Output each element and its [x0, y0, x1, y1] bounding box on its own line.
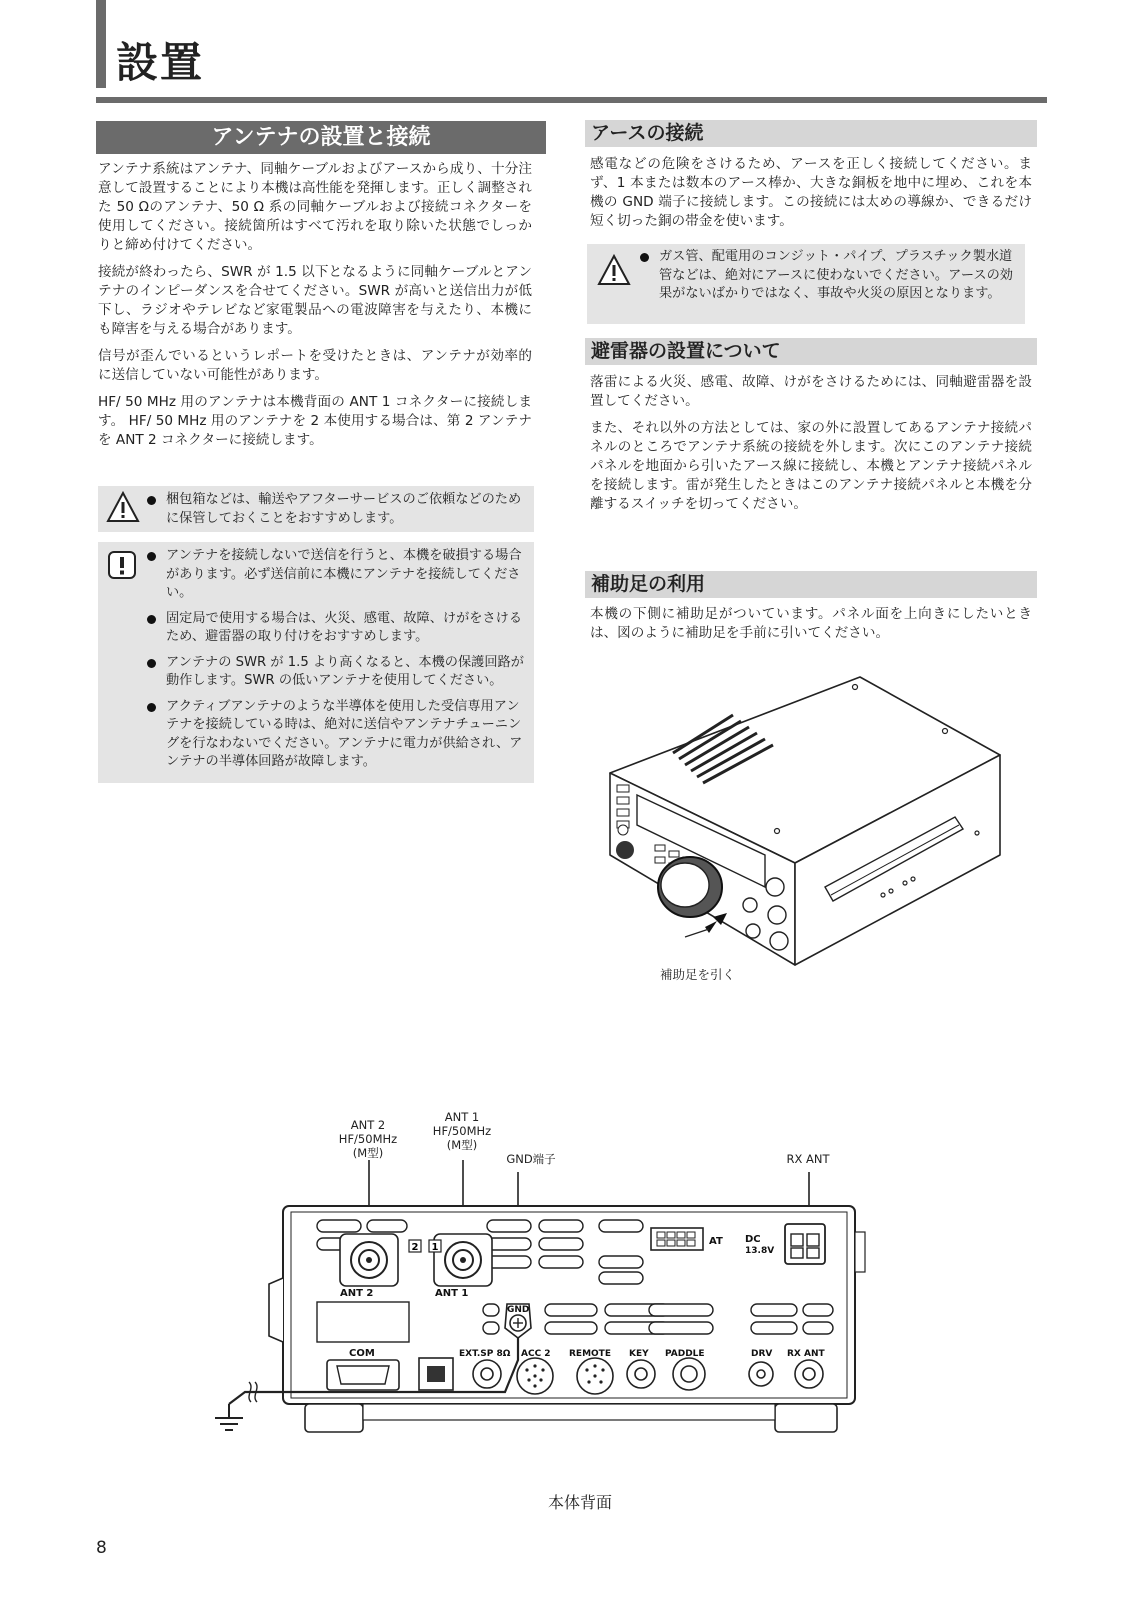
num2-label: 2 — [411, 1242, 419, 1253]
antenna-paragraph: HF/ 50 MHz 用のアンテナは本機背面の ANT 1 コネクターに接続します。 HF/ 50 MHz 用のアンテナを 2 本使用する場合は、第 2 アンテナを ANT 2 コネクターに接続します。 — [98, 394, 532, 448]
callout-line: ANT 1 — [444, 1110, 480, 1124]
support-heading: 補助足の利用 — [585, 571, 1037, 598]
title-rule — [96, 97, 1047, 103]
ground-warning-note — [587, 244, 1025, 324]
warning-triangle-icon — [597, 254, 631, 286]
page-title: 設置 — [116, 38, 205, 87]
antenna-warning-note — [98, 486, 534, 532]
paddle-label: PADDLE — [665, 1349, 705, 1359]
note-item: アンテナの SWR が 1.5 より高くなると、本機の保護回路が動作します。SWR の低いアンテナを使用してください。 — [144, 654, 528, 691]
drv-label: DRV — [751, 1349, 773, 1359]
callout-ant2 — [332, 1118, 404, 1160]
rear-panel-diagram — [205, 1160, 880, 1445]
page-number: 8 — [96, 1538, 107, 1558]
note-item: アクティブアンテナのような半導体を使用した受信専用アンテナを接続している時は、絶対に送信やアンテナチューニングを行なわないでください。アンテナに電力が供給され、アンテナの半導体回路が故障します。 — [144, 698, 528, 772]
remote-label: REMOTE — [569, 1349, 611, 1359]
dc-volt-label: 13.8V — [745, 1246, 775, 1256]
caution-exclamation-icon — [107, 550, 137, 580]
antenna-body — [98, 160, 532, 458]
antenna-heading: アンテナの設置と接続 — [96, 121, 546, 154]
rear-panel-caption: 本体背面 — [547, 1493, 612, 1512]
note-item: 固定局で使用する場合は、火災、感電、故障、けがをさけるため、避雷器の取り付けをおすすめします。 — [144, 610, 528, 647]
lightning-heading: 避雷器の設置について — [585, 338, 1037, 365]
antenna-caution-note — [98, 542, 534, 783]
callout-line: HF/50MHz — [432, 1124, 492, 1138]
callout-line: ANT 2 — [350, 1118, 386, 1132]
support-paragraph: 本機の下側に補助足がついています。パネル面を上向きにしたいときは、図のように補助足を手前に引いてください。 — [590, 606, 1032, 641]
acc2-label: ACC 2 — [521, 1349, 551, 1359]
support-body — [590, 605, 1032, 651]
dc-label: DC — [745, 1234, 761, 1245]
extsp-label: EXT.SP 8Ω — [459, 1349, 511, 1359]
ant2-connector — [340, 1234, 398, 1286]
callout-ant1 — [426, 1110, 498, 1152]
key-label: KEY — [629, 1349, 649, 1359]
lightning-paragraph: 落雷による火災、感電、故障、けがをさけるためには、同軸避雷器を設置してください。 — [590, 374, 1032, 409]
callout-line: (M型) — [446, 1138, 478, 1152]
title-accent-bar — [96, 0, 106, 88]
ground-paragraph: 感電などの危険をさけるため、アースを正しく接続してください。まず、1 本または数本のアース棒か、大きな銅板を地中に埋め、これを本機の GND 端子に接続します。この接続には太めの導線か、できるだけ短く切った銅の帯金を使います。 — [590, 156, 1032, 229]
warning-triangle-icon — [106, 491, 140, 523]
note-item: ガス管、配電用のコンジット・パイプ、プラスチック製水道管などは、絶対にアースに使わないでください。アースの効果がないばかりではなく、事故や火災の原因となります。 — [637, 248, 1021, 304]
callout-gnd: GND端子 — [506, 1152, 556, 1166]
ground-body — [590, 155, 1032, 239]
callout-line: (M型) — [352, 1146, 384, 1160]
callout-line: HF/50MHz — [338, 1132, 398, 1146]
rxant-panel-label: RX ANT — [787, 1349, 825, 1359]
ant1-panel-label: ANT 1 — [435, 1288, 469, 1299]
antenna-paragraph: アンテナ系統はアンテナ、同軸ケーブルおよびアースから成り、十分注意して設置することにより本機は高性能を発揮します。正しく調整された 50 Ωのアンテナ、50 Ω 系の同軸ケーブルおよび接続コネクターを使用してください。接続箇所はすべて汚れを取り除いた状態でしっかりと締め付けてください。 — [98, 161, 532, 253]
ant1-connector — [431, 1234, 492, 1286]
gnd-panel-label: GND — [507, 1305, 530, 1315]
at-label: AT — [709, 1236, 723, 1247]
lightning-body — [590, 373, 1032, 522]
callout-rx-ant: RX ANT — [786, 1152, 830, 1166]
transceiver-illustration — [605, 665, 1010, 975]
num1-label: 1 — [431, 1242, 439, 1253]
lightning-paragraph: また、それ以外の方法としては、家の外に設置してあるアンテナ接続パネルのところでアンテナ系統の接続を外します。次にこのアンテナ接続パネルを地面から引いたアース線に接続し、本機とアンテナ接続パネルを接続します。雷が発生したときはこのアンテナ接続パネルと本機を分離するスイッチを切ってください。 — [590, 420, 1032, 512]
note-item: 梱包箱などは、輸送やアフターサービスのご依頼などのために保管しておくことをおすすめします。 — [144, 491, 528, 528]
com-label: COM — [349, 1348, 375, 1359]
support-caption: 補助足を引く — [660, 967, 736, 982]
ground-heading: アースの接続 — [585, 120, 1037, 147]
ant2-panel-label: ANT 2 — [340, 1288, 374, 1299]
note-item: アンテナを接続しないで送信を行うと、本機を破損する場合があります。必ず送信前に本機にアンテナを接続してください。 — [144, 547, 528, 603]
antenna-paragraph: 信号が歪んでいるというレポートを受けたときは、アンテナが効率的に送信していない可能性があります。 — [98, 348, 532, 383]
antenna-paragraph: 接続が終わったら、SWR が 1.5 以下となるように同軸ケーブルとアンテナのインピーダンスを合せてください。SWR が高いと送信出力が低下し、ラジオやテレビなど家電製品への電波障害を与えたり、本機にも障害を与える場合があります。 — [98, 264, 532, 337]
